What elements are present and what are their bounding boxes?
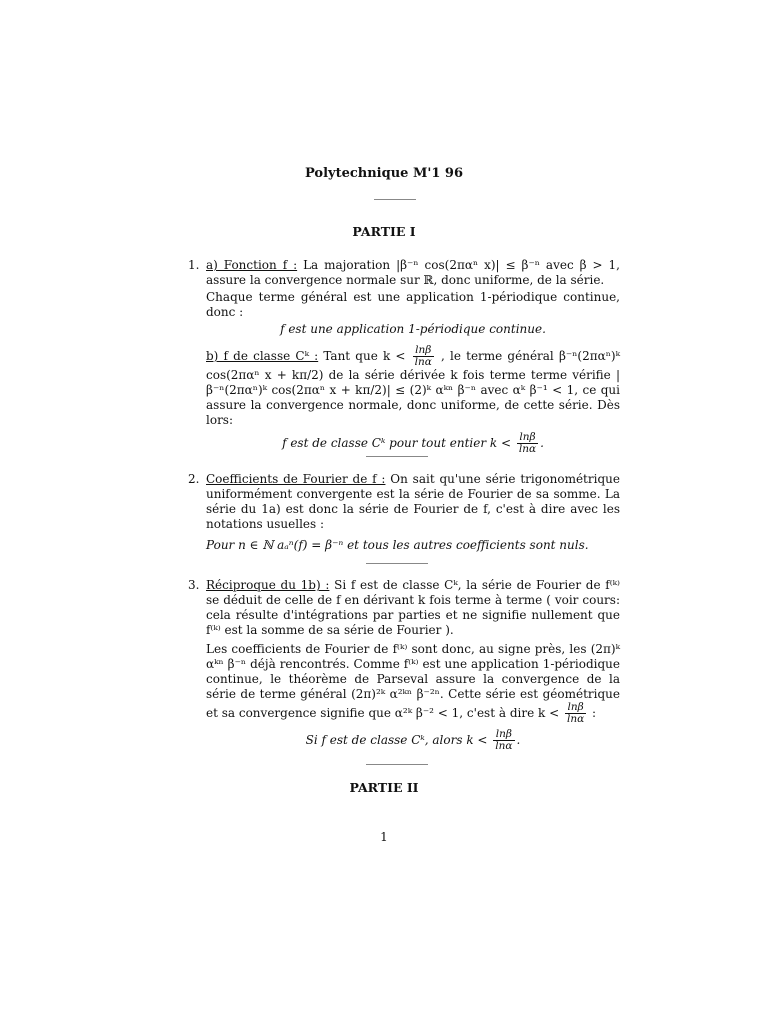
item-1b-result: f est de classe Cᵏ pour tout entier k < xyxy=(282,436,512,451)
item-1a-text: La majoration |β⁻ⁿ cos(2παⁿ x)| ≤ β⁻ⁿ avec β > 1, assure la convergence normale sur ℝ, donc uniforme, de la série. xyxy=(206,258,620,287)
title-divider xyxy=(374,199,416,200)
item-1b-text-2: , le terme général β⁻ⁿ(2παⁿ)ᵏ cos(2παⁿ x + kπ/2) de la série dérivée k fois terme terme vérifie |β⁻ⁿ(2παⁿ)ᵏ cos(2παⁿ x + kπ/2)| ≤ (2)ᵏ αᵏⁿ β⁻ⁿ avec αᵏ β⁻¹ < 1, ce qui assure la convergence normale, donc uniforme, de cette série. Dès lors: xyxy=(206,349,620,428)
frac-numerator: lnβ xyxy=(565,702,586,714)
item-1a-text2: Chaque terme général est une application 1-périodique continue, donc : xyxy=(206,290,620,319)
item-1b-text-1: Tant que k < xyxy=(323,349,406,364)
item-3-label: Réciproque du 1b) : xyxy=(206,578,330,592)
frac-numerator: lnβ xyxy=(517,432,538,444)
item-2-number: 2. xyxy=(188,472,200,486)
item-2-text: On sait qu'une série trigonométrique uniformément convergente est la série de Fourier de sa somme. La série du 1a) est donc la série de Fourier de f, c'est à dire avec les notations usuelles : xyxy=(206,472,620,531)
item-3-number: 3. xyxy=(188,578,200,592)
item-2 xyxy=(188,472,620,555)
ln-fraction xyxy=(565,702,586,725)
ln-fraction xyxy=(517,432,538,455)
item-2-result: Pour n ∈ ℕ aₐⁿ(f) = β⁻ⁿ et tous les autres coefficients sont nuls. xyxy=(206,538,589,552)
frac-denominator: lnα xyxy=(518,443,537,456)
item-1a-label: a) Fonction f : xyxy=(206,258,298,272)
frac-denominator: lnα xyxy=(495,740,513,753)
item-2-divider xyxy=(366,563,428,564)
partie-2-heading: PARTIE II xyxy=(349,780,419,795)
frac-denominator: lnα xyxy=(566,713,585,726)
item-1-number: 1. xyxy=(188,258,200,272)
frac-numerator: lnβ xyxy=(413,345,434,357)
ln-fraction xyxy=(493,729,514,752)
item-1: 1. a) Fonction f : La majoration |β⁻ⁿ cos(2παⁿ x)| ≤ β⁻ⁿ avec β > 1, assure la convergence normale sur ℝ, donc uniforme, de la série. Chaque terme général est une application 1-périodique continue, donc : f est une application 1-périodique continue. b) f de classe Cᵏ : Tant que k < $\frac{\ln\beta}{\ln\alpha}$ , le terme général β⁻ⁿ(2παⁿ)ᵏ cos(2παⁿ x + kπ/2) de la série dérivée k fois terme terme vérifie |β⁻ⁿ(2παⁿ)ᵏ cos(2παⁿ x + kπ/2)| ≤ (2)ᵏ αᵏⁿ β⁻ⁿ avec αᵏ β⁻¹ < 1, ce qui assure la convergence normale, donc uniforme, de cette série. Dès lors: f est de classe Cᵏ pour tout entier k < $\frac{\ln\beta}{\ln\alpha}$ . xyxy=(188,258,620,456)
item-1a-result: f est une application 1-périodique continue. xyxy=(280,322,546,336)
frac-denominator: lnα xyxy=(414,356,432,369)
item-1b-label: b) f de classe Cᵏ : xyxy=(206,349,319,364)
document-title: Polytechnique M'1 96 xyxy=(305,166,463,181)
partie-1-heading: PARTIE I xyxy=(352,224,416,239)
frac-numerator: lnβ xyxy=(493,729,514,741)
item-3-text2-end: : xyxy=(592,706,597,721)
item-3: 3. Réciproque du 1b) : Si f est de classe Cᵏ, la série de Fourier de f⁽ᵏ⁾ se déduit de celle de f en dérivant k fois terme à terme ( voir cours: cela résulte d'intégrations par parties et ne signifie nullement que f⁽ᵏ⁾ est la somme de sa série de Fourier ). Les coefficients de Fourier de f⁽ᵏ⁾ sont donc, au signe près, les (2π)ᵏ αᵏⁿ β⁻ⁿ déjà rencontrés. Comme f⁽ᵏ⁾ est une application 1-périodique continue, le théorème de Parseval assure la convergence de la série de terme général (2π)²ᵏ α²ᵏⁿ β⁻²ⁿ. Cette série est géométrique et sa convergence signifie que α²ᵏ β⁻² < 1, c'est à dire k < $\frac{\ln\beta}{\ln\alpha}$ : Si f est de classe Cᵏ, alors k < $\frac{\ln\beta}{\ln\alpha}$ . xyxy=(188,578,620,753)
item-3-text2: Les coefficients de Fourier de f⁽ᵏ⁾ sont donc, au signe près, les (2π)ᵏ αᵏⁿ β⁻ⁿ déjà rencontrés. Comme f⁽ᵏ⁾ est une application 1-périodique continue, le théorème de Parseval assure la convergence de la série de terme général (2π)²ᵏ α²ᵏⁿ β⁻²ⁿ. Cette série est géométrique et sa convergence signifie que α²ᵏ β⁻² < 1, c'est à dire k < xyxy=(206,642,620,721)
item-3-divider xyxy=(366,764,428,765)
item-3-text1: Si f est de classe Cᵏ, la série de Fourier de f⁽ᵏ⁾ se déduit de celle de f en dérivant k fois terme à terme ( voir cours: cela résulte d'intégrations par parties et ne signifie nullement que f⁽ᵏ⁾ est la somme de sa série de Fourier ). xyxy=(206,578,620,637)
item-2-label: Coefficients de Fourier de f : xyxy=(206,472,386,486)
item-1-divider xyxy=(366,456,428,457)
ln-fraction xyxy=(413,345,434,368)
page-number: 1 xyxy=(380,830,388,844)
item-3-result: Si f est de classe Cᵏ, alors k < xyxy=(305,733,488,748)
